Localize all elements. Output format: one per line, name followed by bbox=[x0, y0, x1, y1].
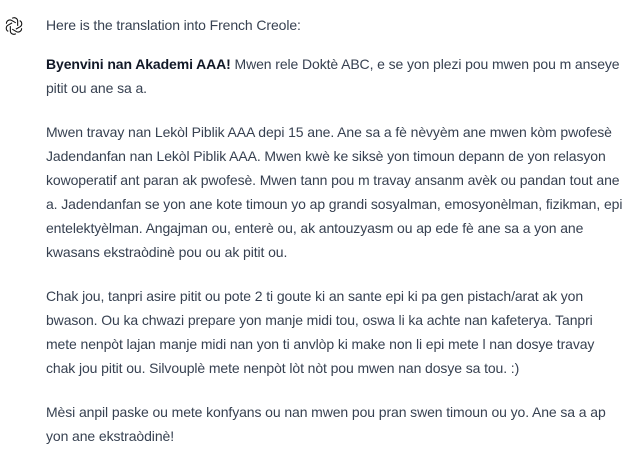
response-paragraph-3: Chak jou, tanpri asire pitit ou pote 2 ti goute ki an sante epi ki pa gen pistach/arat ak yon bwason. Ou ka chwazi prepare yon manje midi tou, oswa li ka achte nan kafeterya. Tanpri mete nenpòt lajan manje midi nan yon ti anvlòp ki make non li epi mete l nan dosye travay chak jou pitit ou. Silvouplè mete nenpòt lòt nòt pou mwen nan dosye sa tou. :) bbox=[46, 288, 595, 376]
openai-logo-icon bbox=[4, 16, 24, 36]
response-paragraph-greeting bbox=[46, 52, 626, 100]
greeting-text: Mwen rele Doktè ABC, e se yon plezi pou mwen pou m anseye pitit ou ane sa a. bbox=[46, 56, 620, 96]
response-content bbox=[46, 13, 626, 468]
response-paragraph-2: Mwen travay nan Lekòl Piblik AAA depi 15 ane. Ane sa a fè nèvyèm ane mwen kòm pwofesè Jadendanfan nan Lekòl Piblik AAA. Mwen kwè ke siksè yon timoun depann de yon relasyon kowoperatif ant paran ak pwofesè. Mwen tann pou m travay ansanm avèk ou pandan tout ane a. Jadendanfan se yon ane kote timoun yo ap grandi sosyalman, emosyonèlman, fizikman, epi entelektyèlman. Angajman ou, enterè ou, ak antouzyasm ou ap ede fè ane sa a yon ane kwasans ekstraòdinè pou ou ak pitit ou. bbox=[46, 124, 623, 260]
response-paragraph-4: Mèsi anpil paske ou mete konfyans ou nan mwen pou pran swen timoun ou yo. Ane sa a ap yon ane ekstraòdinè! bbox=[46, 404, 606, 444]
response-intro: Here is the translation into French Creole: bbox=[46, 17, 301, 33]
greeting-bold-text: Byenvini nan Akademi AAA! bbox=[46, 56, 231, 72]
